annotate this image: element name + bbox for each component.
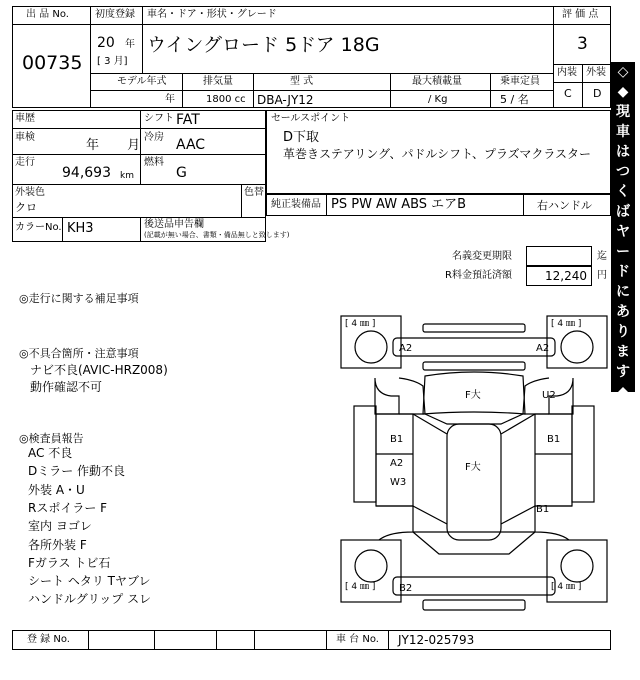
max-load-value: / Kg (428, 94, 448, 105)
name-change-label: 名義変更期限 (452, 251, 512, 262)
recycle-amount: 12,240 (545, 269, 587, 283)
recycle-label: R料金預託済額 (445, 270, 512, 281)
ext-color-value: クロ (15, 201, 37, 214)
front-door-right-outline (535, 414, 572, 506)
sales-point-line: 革巻きステアリング、パドルシフト、プラズマクラスター (283, 147, 591, 161)
steering-side: 右ハンドル (537, 199, 592, 212)
interior-label: 内装 (557, 67, 577, 78)
displacement-value: 1800 cc (206, 94, 246, 105)
damage-mark-fender-right: U2 (542, 390, 556, 401)
roof (447, 424, 501, 540)
score-value: 3 (577, 34, 588, 54)
model-code-label: 型 式 (290, 76, 314, 87)
model-year-label: モデル年式 (117, 76, 167, 87)
equipment-items: PS PW AW ABS エアB (331, 197, 467, 212)
damage-mark-rear-door-left: A2 (390, 458, 404, 469)
inspector-report-line: Dミラー 作動不良 (28, 464, 126, 479)
inspector-report-line: Fガラス トビ石 (28, 555, 111, 570)
mileage-label: 走行 (15, 157, 35, 168)
model-code: DBA-JY12 (257, 93, 314, 107)
interior-grade: C (564, 87, 572, 100)
front-bumper (393, 338, 555, 356)
inspection-value: 年 月 (86, 138, 141, 153)
damage-mark-front-bumper-right: A2 (536, 343, 550, 354)
lot-label: 出 品 No. (26, 9, 69, 20)
yard-location-banner: ◇ ◆ 現 車 は つ く ば ヤ ー ド に あ り ま す ◆ ◇ (611, 62, 635, 392)
sales-point-line: D下取 (283, 130, 320, 145)
equipment-label: 純正装備品 (271, 199, 321, 210)
damage-mark-front-bumper-left: A2 (399, 343, 413, 354)
mileage-unit: km (120, 171, 134, 181)
tailgate (413, 532, 535, 554)
name-change-box (526, 246, 592, 266)
aftermarket-note: (記載が無い場合、書類・備品無しと致します) (144, 231, 290, 239)
chassis-label: 車 台 No. (336, 634, 379, 645)
side-sill-right (572, 406, 594, 502)
score-label: 評 価 点 (562, 9, 599, 20)
tire-depth-front-right: [ 4 ㎜ ] (551, 319, 582, 329)
car-name: ウイングロード 5ドア 18G (147, 34, 380, 56)
inspector-report-line: 各所外装 F (28, 537, 87, 552)
first-reg-label: 初度登録 (95, 9, 135, 20)
damage-mark-front-door-right: B1 (547, 434, 561, 445)
inspector-report-line: 外装 A・U (28, 482, 85, 497)
color-no-label: カラーNo. (15, 222, 62, 233)
ac-value: AAC (176, 137, 206, 153)
exterior-label: 外装 (586, 67, 606, 78)
defects-title: ◎不具合箇所・注意事項 (19, 347, 139, 360)
front-bumper-top (423, 324, 525, 332)
tire-depth-front-left: [ 4 ㎜ ] (345, 319, 376, 329)
color-change-label: 色替 (244, 187, 264, 198)
sales-points-label: セールスポイント (271, 113, 351, 124)
fuel-label: 燃料 (144, 157, 164, 168)
tire-depth-rear-left: [ 4 ㎜ ] (345, 582, 376, 592)
model-year-unit: 年 (165, 94, 175, 105)
inspector-report-line: Rスポイラー F (28, 500, 108, 515)
chassis-number: JY12-025793 (398, 633, 475, 647)
capacity-value: 5 / 名 (500, 93, 529, 106)
inspection-label: 車検 (15, 132, 35, 143)
car-name-label: 車名・ドア・形状・グレード (147, 9, 277, 20)
tire-front-right (561, 331, 593, 363)
rear-bumper-bottom (423, 600, 525, 610)
inspector-title: ◎検査員報告 (19, 432, 84, 445)
inspector-report-line: 室内 ヨゴレ (28, 519, 92, 534)
recycle-unit: 円 (597, 270, 607, 281)
damage-mark-roof: F大 (465, 462, 481, 473)
mileage-value: 94,693 (62, 165, 111, 181)
max-load-label: 最大積載量 (412, 76, 462, 87)
exterior-grade: D (593, 87, 602, 100)
defect-line: ナビ不良(AVIC-HRZ008) (30, 363, 168, 377)
windshield (425, 414, 523, 424)
fuel-value: G (176, 165, 187, 181)
name-change-unit: 迄 (597, 251, 607, 262)
first-reg-year: 20 (97, 35, 115, 51)
tire-box-rear-left (341, 540, 401, 602)
tire-front-left (355, 331, 387, 363)
reg-no-label: 登 録 No. (27, 634, 70, 645)
ac-label: 冷房 (144, 132, 164, 143)
capacity-label: 乗車定員 (500, 76, 540, 87)
history-label: 車歴 (15, 113, 35, 124)
inspector-report-line: AC 不良 (28, 446, 73, 460)
inspector-report-line: シート ヘタリ Tヤブレ (28, 574, 151, 589)
front-grille (423, 362, 525, 370)
driving-notes-title: ◎走行に関する補足事項 (19, 292, 139, 305)
first-reg-month: [ 3 月] (97, 56, 128, 67)
rear-bumper (393, 577, 555, 595)
fender-front-left-top (399, 378, 425, 414)
shift-label: シフト (144, 113, 174, 124)
tire-box-rear-right (547, 540, 607, 602)
first-reg-year-unit: 年 (125, 39, 135, 50)
rear-quarter-left (376, 506, 413, 540)
aftermarket-label: 後送品申告欄 (144, 219, 204, 230)
damage-mark-rear-quarter-right: B1 (536, 504, 550, 515)
footer-block (12, 630, 611, 650)
damage-mark-front-door-left: B1 (390, 434, 404, 445)
color-no-value: KH3 (67, 221, 94, 236)
side-sill-left (354, 406, 376, 502)
fender-front-left (375, 378, 399, 414)
ext-color-label: 外装色 (15, 187, 45, 198)
inspector-report-line: ハンドルグリップ スレ (28, 592, 152, 607)
damage-mark-rear-bumper: B2 (399, 583, 413, 594)
tire-rear-left (355, 550, 387, 582)
car-damage-diagram (339, 314, 609, 619)
tire-rear-right (561, 550, 593, 582)
shift-value: FAT (176, 112, 200, 128)
tire-depth-rear-right: [ 4 ㎜ ] (551, 582, 582, 592)
defect-line: 動作確認不可 (30, 380, 103, 394)
lot-number: 00735 (22, 52, 83, 74)
damage-mark-hood: F大 (465, 390, 481, 401)
damage-mark-rear-door-left: W3 (390, 477, 407, 488)
displacement-label: 排気量 (203, 76, 233, 87)
